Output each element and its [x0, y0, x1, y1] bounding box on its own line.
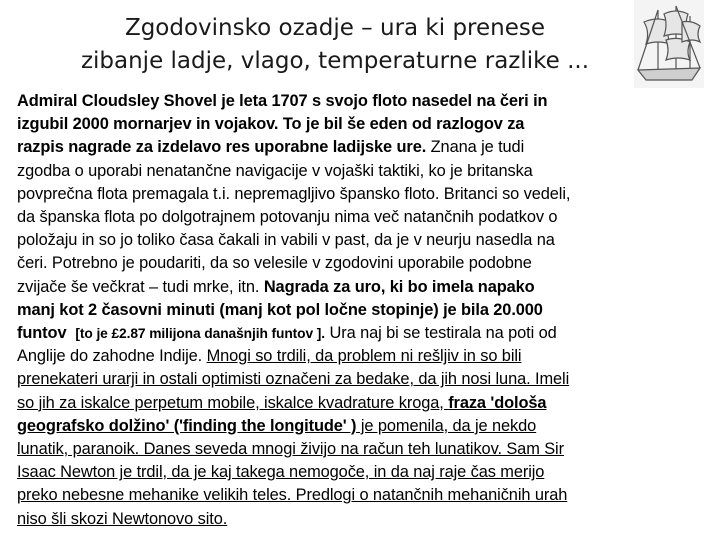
text-line: Admiral Cloudsley Shovel je leta 1707 s svojo floto nasedel na čeri in: [17, 92, 548, 110]
text-span: zvijače še večkrat – tudi mrke, itn.: [17, 277, 260, 296]
text-line: manj kot 2 časovni minuti (manj kot pol ločne stopinje) je bila 20.000: [17, 300, 543, 319]
text-line-underlined: niso šli skozi Newtonovo sito.: [17, 509, 228, 528]
text-span-bold-underlined: fraza 'dološa: [448, 393, 547, 412]
text-line: čeri. Potrebno je poudariti, da so velesile v zgodovini uporabile podobne: [17, 254, 532, 273]
text-line: položaju in so jo toliko časa čakali in vabili v past, da je v neurju nasedla na: [17, 231, 555, 250]
text-span-underlined: Mnogi so trdili, da problem ni rešljiv in so bili: [206, 347, 522, 366]
text-line-underlined: preko nebesne mehanike velikih teles. Predlogi o natančnih mehaničnih urah: [17, 486, 568, 505]
text-line: povprečna flota premagala t.i. nepremagljivo špansko floto. Britanci so vedeli,: [17, 184, 571, 203]
text-span-small: [to je £2.87 milijona današnjih funtov ].: [75, 326, 326, 342]
body-paragraph: [17, 90, 717, 531]
title-line-1: Zgodovinsko ozadje – ura ki prenese: [124, 15, 546, 41]
text-span-bold-underlined: geografsko dolžino' ('finding the longitude' ): [17, 416, 357, 435]
text-span-bold: funtov: [17, 324, 67, 343]
sailing-ship-icon: [634, 0, 704, 88]
text-line: zgodba o uporabi nenatančne navigacije v vojaški taktiki, ko je britanska: [17, 161, 533, 180]
text-span-underlined: so jih za iskalce perpetum mobile, iskalce kvadrature kroga,: [17, 393, 449, 412]
slide-title: [60, 12, 610, 78]
text-line: da španska flota po dolgotrajnem potovanju nima več natančnih podatkov o: [17, 208, 558, 227]
text-line-underlined: prenekateri urarji in ostali optimisti označeni za bedake, da jih nosi luna. Imeli: [17, 370, 570, 389]
text-span-bold: Nagrada za uro, ki bo imela napako: [259, 277, 535, 296]
text-span: Ura naj bi se testirala na poti od: [325, 324, 557, 343]
text-line: izgubil 2000 mornarjev in vojakov. To je bil še eden od razlogov za: [17, 115, 525, 134]
text-span: Znana je tudi: [426, 138, 525, 157]
text-span-bold: razpis nagrade za izdelavo res uporabne ladijske ure.: [17, 138, 427, 157]
title-line-2: zibanje ladje, vlago, temperaturne razlike ...: [80, 48, 590, 74]
text-span: Anglije do zahodne Indije.: [17, 347, 207, 366]
text-span-underlined: je pomenila, da je nekdo: [356, 416, 537, 435]
text-line-underlined: Isaac Newton je trdil, da je kaj takega nemogoče, in da naj raje čas merijo: [17, 463, 545, 482]
text-line-underlined: lunatik, paranoik. Danes seveda mnogi živijo na račun teh lunatikov. Sam Sir: [17, 440, 564, 459]
